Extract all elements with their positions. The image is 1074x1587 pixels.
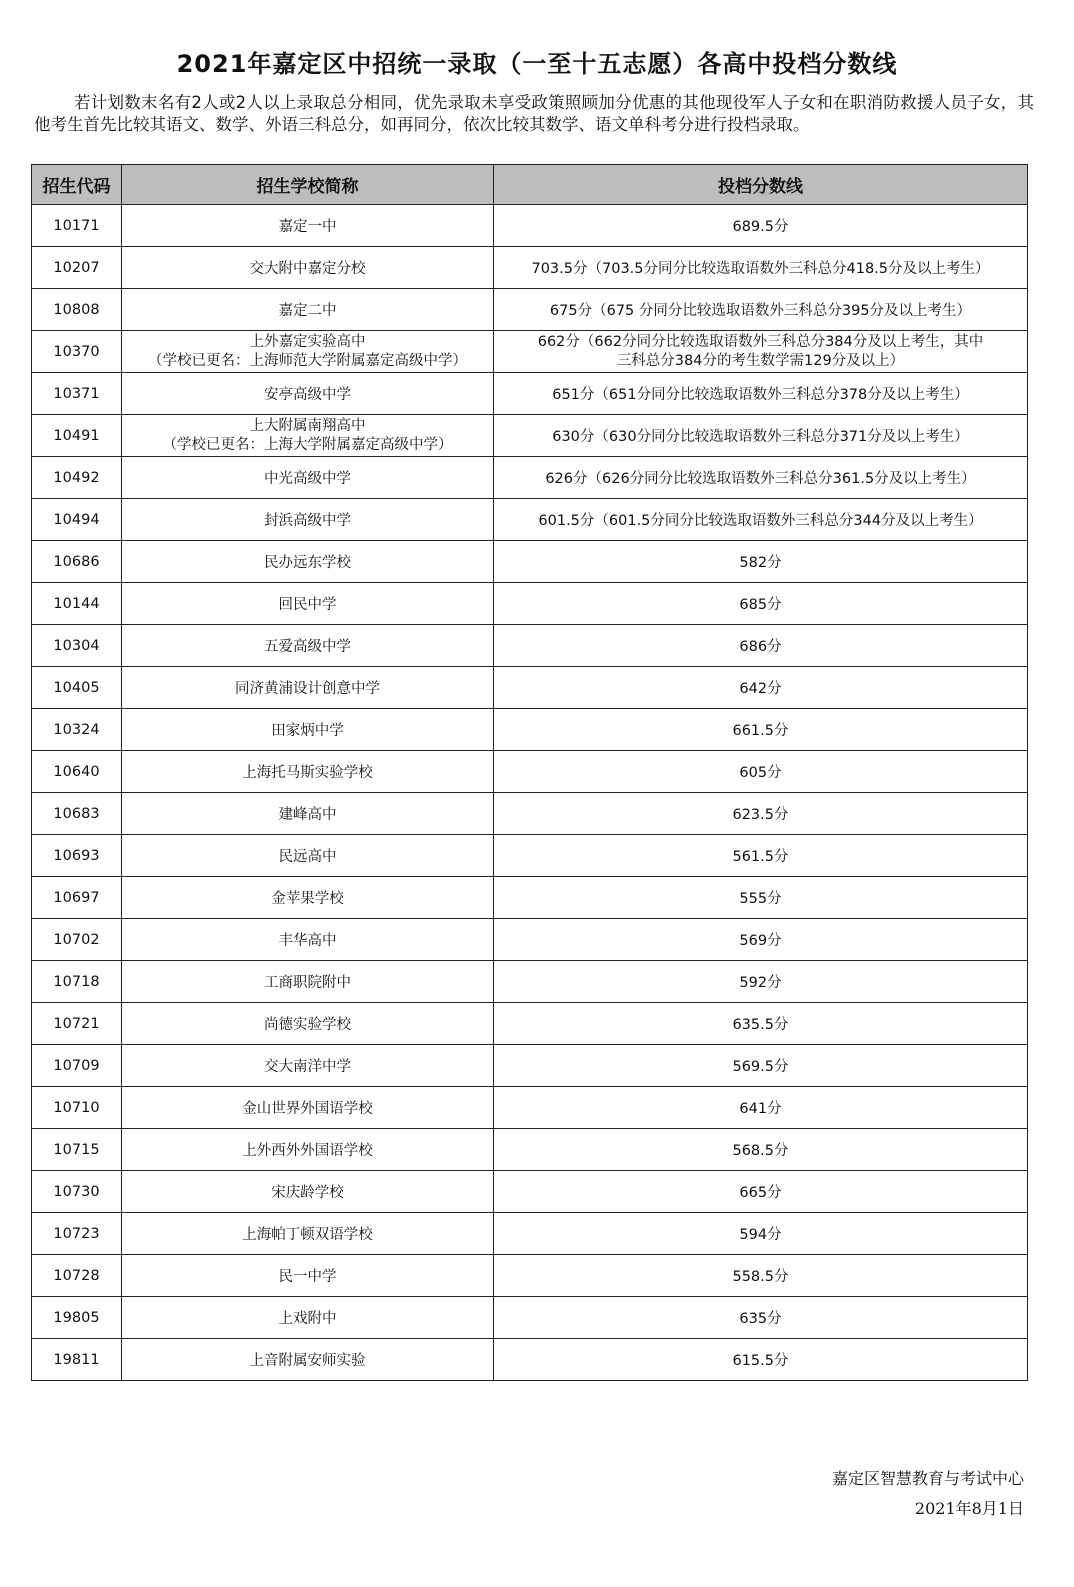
admission-score xyxy=(494,499,1028,541)
table-row xyxy=(32,1339,1028,1381)
school-code: 10718 xyxy=(32,961,122,1003)
school-name xyxy=(122,1339,494,1381)
school-code: 10494 xyxy=(32,499,122,541)
header-score: 投档分数线 xyxy=(494,165,1028,205)
school-code: 10405 xyxy=(32,667,122,709)
table-row xyxy=(32,919,1028,961)
admission-score xyxy=(494,247,1028,289)
school-name xyxy=(122,877,494,919)
admission-score xyxy=(494,1255,1028,1297)
school-code: 10702 xyxy=(32,919,122,961)
school-name-line: 宋庆龄学校 xyxy=(271,1185,344,1201)
score-line: 689.5分 xyxy=(732,219,789,235)
school-name xyxy=(122,1045,494,1087)
school-name-line: 中光高级中学 xyxy=(264,471,351,487)
score-line: 594分 xyxy=(739,1227,782,1243)
school-name-line: 丰华高中 xyxy=(278,933,337,949)
school-code: 10304 xyxy=(32,625,122,667)
admission-score xyxy=(494,1129,1028,1171)
admission-score xyxy=(494,625,1028,667)
school-code: 19805 xyxy=(32,1297,122,1339)
school-code: 10640 xyxy=(32,751,122,793)
school-name-line: 工商职院附中 xyxy=(264,975,351,991)
score-line: 623.5分 xyxy=(732,807,789,823)
school-name-line: 建峰高中 xyxy=(278,807,337,823)
school-code: 10491 xyxy=(32,415,122,457)
school-name xyxy=(122,247,494,289)
school-name-line: 上外嘉定实验高中 xyxy=(249,333,366,350)
school-name xyxy=(122,961,494,1003)
table-row xyxy=(32,877,1028,919)
table-body xyxy=(32,205,1028,1381)
school-code: 10686 xyxy=(32,541,122,583)
school-name xyxy=(122,919,494,961)
admission-notice: 若计划数末名有2人或2人以上录取总分相同，优先录取未享受政策照顾加分优惠的其他现役军人子女和在职消防救援人员子女，其他考生首先比较其语文、数学、外语三科总分，如再同分，依次比较其数学、语文单科考分进行投档录取。 xyxy=(34,93,1034,134)
score-line: 558.5分 xyxy=(732,1269,789,1285)
table-row xyxy=(32,961,1028,1003)
table-row xyxy=(32,541,1028,583)
admission-score xyxy=(494,751,1028,793)
school-name xyxy=(122,415,494,457)
school-name-line: 上海托马斯实验学校 xyxy=(242,765,373,781)
admission-score xyxy=(494,331,1028,373)
issue-date: 2021年8月1日 xyxy=(914,1499,1024,1518)
school-code: 10693 xyxy=(32,835,122,877)
score-line: 569分 xyxy=(739,933,782,949)
table-row xyxy=(32,1045,1028,1087)
table-row xyxy=(32,247,1028,289)
admission-score xyxy=(494,1171,1028,1213)
table-row xyxy=(32,415,1028,457)
school-name xyxy=(122,1255,494,1297)
school-code: 10683 xyxy=(32,793,122,835)
school-name-line: 上大附属南翔高中 xyxy=(249,417,366,434)
score-line: 561.5分 xyxy=(732,849,789,865)
school-name xyxy=(122,1003,494,1045)
score-line: 635.5分 xyxy=(732,1017,789,1033)
table-row xyxy=(32,793,1028,835)
score-line: 630分（630分同分比较选取语数外三科总分371分及以上考生） xyxy=(552,429,969,445)
issuing-organization: 嘉定区智慧教育与考试中心 xyxy=(831,1469,1024,1488)
table-row xyxy=(32,1087,1028,1129)
school-name xyxy=(122,331,494,373)
score-line: 685分 xyxy=(739,597,782,613)
school-code: 10697 xyxy=(32,877,122,919)
school-name-line: 金山世界外国语学校 xyxy=(242,1101,373,1117)
score-line: 605分 xyxy=(739,765,782,781)
school-code: 19811 xyxy=(32,1339,122,1381)
school-name xyxy=(122,793,494,835)
table-row xyxy=(32,331,1028,373)
score-line: 651分（651分同分比较选取语数外三科总分378分及以上考生） xyxy=(552,387,969,403)
school-name xyxy=(122,1087,494,1129)
admission-score xyxy=(494,1045,1028,1087)
score-line: 582分 xyxy=(739,555,782,571)
score-line: 615.5分 xyxy=(732,1353,789,1369)
school-name xyxy=(122,835,494,877)
table-row xyxy=(32,667,1028,709)
school-code: 10492 xyxy=(32,457,122,499)
table-row xyxy=(32,751,1028,793)
school-code: 10370 xyxy=(32,331,122,373)
school-name xyxy=(122,289,494,331)
score-line: 601.5分（601.5分同分比较选取语数外三科总分344分及以上考生） xyxy=(538,513,983,529)
table-row xyxy=(32,709,1028,751)
score-line: 568.5分 xyxy=(732,1143,789,1159)
admission-score xyxy=(494,877,1028,919)
score-line: 642分 xyxy=(739,681,782,697)
school-code: 10728 xyxy=(32,1255,122,1297)
admission-score xyxy=(494,1003,1028,1045)
admission-score xyxy=(494,373,1028,415)
school-name-line: （学校已更名：上海师范大学附属嘉定高级中学） xyxy=(148,352,467,369)
school-code: 10207 xyxy=(32,247,122,289)
table-row xyxy=(32,205,1028,247)
school-name-line: 尚德实验学校 xyxy=(264,1017,351,1033)
school-name-line: 上音附属安师实验 xyxy=(249,1353,366,1369)
school-name-line: 同济黄浦设计创意中学 xyxy=(235,681,380,697)
school-name xyxy=(122,1129,494,1171)
admission-score xyxy=(494,919,1028,961)
school-name xyxy=(122,625,494,667)
table-header-row xyxy=(32,165,1028,205)
school-name xyxy=(122,1213,494,1255)
table-row xyxy=(32,1213,1028,1255)
school-code: 10709 xyxy=(32,1045,122,1087)
school-name-line: 嘉定二中 xyxy=(278,303,337,319)
school-name-line: 五爱高级中学 xyxy=(264,639,351,655)
score-line: 703.5分（703.5分同分比较选取语数外三科总分418.5分及以上考生） xyxy=(531,261,990,277)
admission-score xyxy=(494,1213,1028,1255)
score-line: 626分（626分同分比较选取语数外三科总分361.5分及以上考生） xyxy=(545,471,976,487)
table-row xyxy=(32,1255,1028,1297)
school-code: 10144 xyxy=(32,583,122,625)
table-row xyxy=(32,625,1028,667)
admission-score xyxy=(494,415,1028,457)
school-code: 10723 xyxy=(32,1213,122,1255)
school-name-line: 民一中学 xyxy=(278,1269,337,1285)
school-name-line: 田家炳中学 xyxy=(271,723,344,739)
score-line: 641分 xyxy=(739,1101,782,1117)
page-title: 2021年嘉定区中招统一录取（一至十五志愿）各高中投档分数线 xyxy=(176,50,898,78)
school-name-line: 回民中学 xyxy=(278,597,337,613)
table-row xyxy=(32,1129,1028,1171)
table-row xyxy=(32,1171,1028,1213)
score-line: 569.5分 xyxy=(732,1059,789,1075)
school-name xyxy=(122,709,494,751)
school-name-line: 上外西外外国语学校 xyxy=(242,1143,373,1159)
school-code: 10324 xyxy=(32,709,122,751)
school-name xyxy=(122,1171,494,1213)
school-name-line: 金苹果学校 xyxy=(271,891,344,907)
table-row xyxy=(32,289,1028,331)
school-name-line: 封浜高级中学 xyxy=(264,513,351,529)
score-line: 635分 xyxy=(739,1311,782,1327)
school-name xyxy=(122,373,494,415)
score-line: 662分（662分同分比较选取语数外三科总分384分及以上考生，其中 xyxy=(537,333,984,350)
admission-score xyxy=(494,709,1028,751)
table-row xyxy=(32,499,1028,541)
school-name-line: 交大附中嘉定分校 xyxy=(249,261,366,277)
score-line: 686分 xyxy=(739,639,782,655)
header-school: 招生学校简称 xyxy=(122,165,494,205)
school-name xyxy=(122,667,494,709)
school-code: 10371 xyxy=(32,373,122,415)
admission-score xyxy=(494,793,1028,835)
admission-score xyxy=(494,289,1028,331)
school-name xyxy=(122,457,494,499)
school-code: 10715 xyxy=(32,1129,122,1171)
school-name-line: 上海帕丁顿双语学校 xyxy=(242,1227,373,1243)
score-line: 675分（675 分同分比较选取语数外三科总分395分及以上考生） xyxy=(549,303,972,319)
admission-score xyxy=(494,583,1028,625)
school-code: 10171 xyxy=(32,205,122,247)
school-code: 10721 xyxy=(32,1003,122,1045)
admission-score xyxy=(494,205,1028,247)
table-row xyxy=(32,583,1028,625)
score-line: 665分 xyxy=(739,1185,782,1201)
school-name xyxy=(122,205,494,247)
table-row xyxy=(32,373,1028,415)
school-code: 10808 xyxy=(32,289,122,331)
score-line: 592分 xyxy=(739,975,782,991)
table-row xyxy=(32,835,1028,877)
school-name-line: 嘉定一中 xyxy=(278,219,337,235)
school-name xyxy=(122,583,494,625)
score-line: 555分 xyxy=(739,891,782,907)
school-name xyxy=(122,751,494,793)
admission-score xyxy=(494,541,1028,583)
school-name-line: 安亭高级中学 xyxy=(264,387,351,403)
school-name-line: 民办远东学校 xyxy=(264,555,351,571)
school-name xyxy=(122,541,494,583)
header-code: 招生代码 xyxy=(32,165,122,205)
school-name xyxy=(122,499,494,541)
table-row xyxy=(32,1297,1028,1339)
admission-score xyxy=(494,1339,1028,1381)
school-code: 10730 xyxy=(32,1171,122,1213)
score-table xyxy=(31,164,1028,1381)
school-code: 10710 xyxy=(32,1087,122,1129)
admission-score xyxy=(494,961,1028,1003)
table-row xyxy=(32,457,1028,499)
school-name-line: 上戏附中 xyxy=(278,1311,337,1327)
admission-score xyxy=(494,1087,1028,1129)
admission-score xyxy=(494,835,1028,877)
admission-score xyxy=(494,457,1028,499)
table-row xyxy=(32,1003,1028,1045)
score-line: 三科总分384分的考生数学需129分及以上） xyxy=(616,352,905,369)
score-line: 661.5分 xyxy=(732,723,789,739)
admission-score xyxy=(494,667,1028,709)
school-name xyxy=(122,1297,494,1339)
school-name-line: 交大南洋中学 xyxy=(264,1059,351,1075)
school-name-line: 民远高中 xyxy=(278,849,337,865)
admission-score xyxy=(494,1297,1028,1339)
school-name-line: （学校已更名：上海大学附属嘉定高级中学） xyxy=(162,436,453,453)
